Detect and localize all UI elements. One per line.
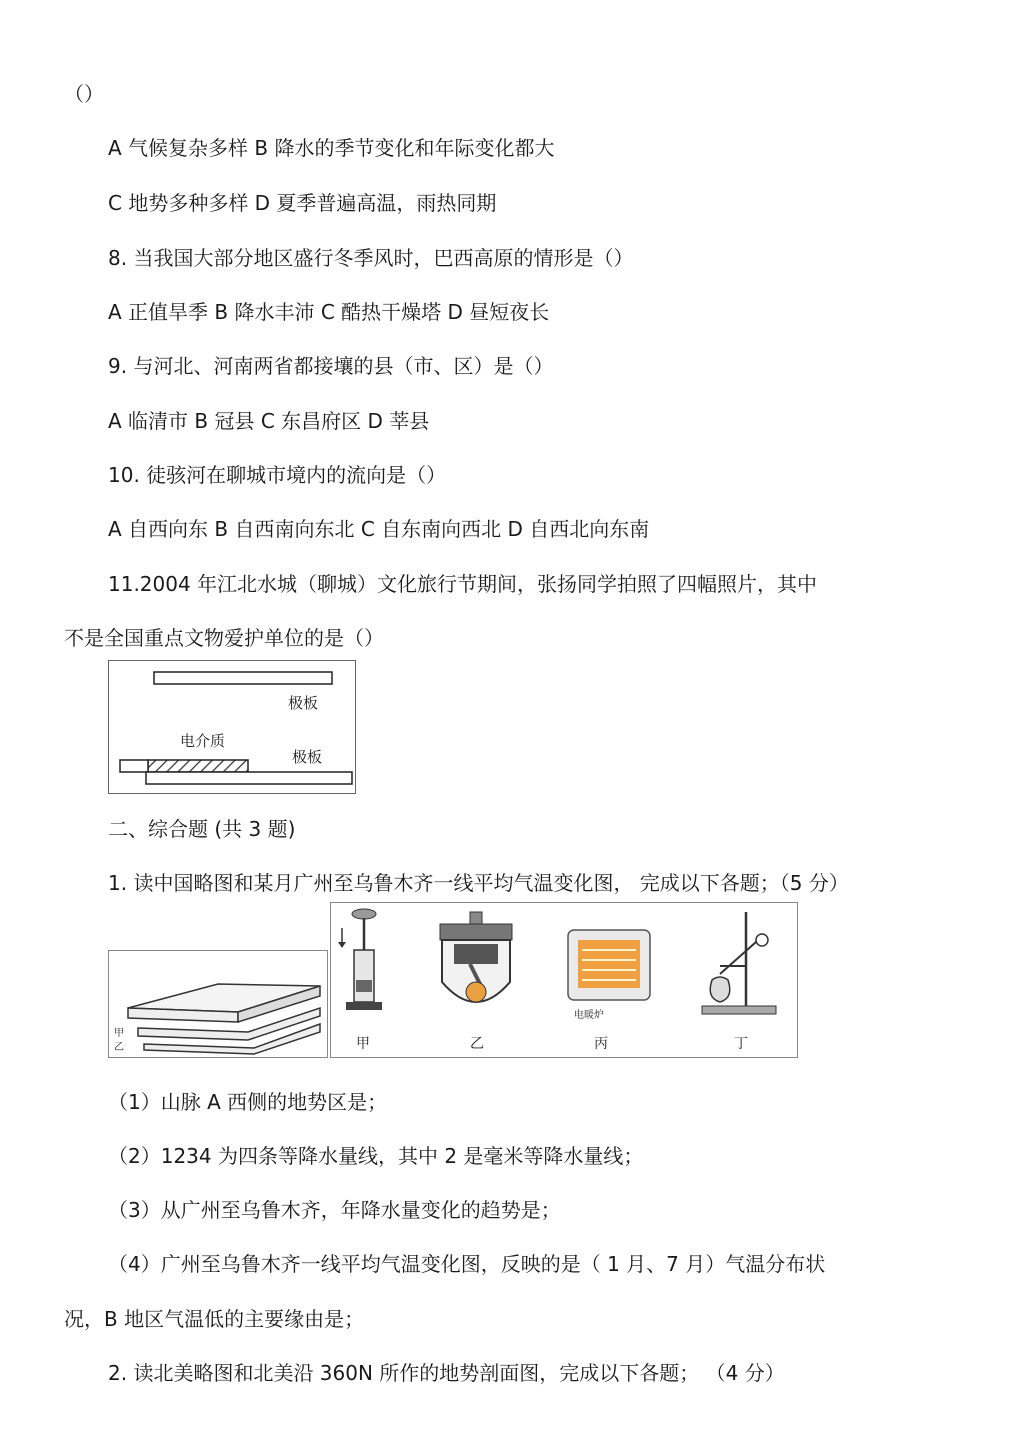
q10-stem: 10. 徒骇河在聊城市境内的流向是（） bbox=[108, 463, 447, 487]
bottom-plate-right bbox=[146, 772, 352, 784]
q11-stem-line2: 不是全国重点文物爱护单位的是（） bbox=[64, 626, 384, 650]
heater-apparatus bbox=[568, 930, 650, 1000]
bottom-plate-left bbox=[120, 760, 148, 772]
top-plate-label: 极板 bbox=[288, 694, 319, 712]
jia-label: 甲 bbox=[114, 1028, 124, 1039]
q7-options-ab: A 气候复杂多样 B 降水的季节变化和年际变化都大 bbox=[108, 136, 555, 160]
comp-q1-part4-line1: （4）广州至乌鲁木齐一线平均气温变化图，反映的是（ 1 月、7 月）气温分布状 bbox=[108, 1252, 826, 1276]
q9-options: A 临清市 B 冠县 C 东昌府区 D 莘县 bbox=[108, 409, 430, 433]
q10-options: A 自西向东 B 自西南向东北 C 自东南向西北 D 自西北向东南 bbox=[108, 517, 650, 541]
q8-options: A 正值旱季 B 降水丰沛 C 酷热干燥塔 D 昼短夜长 bbox=[108, 300, 550, 324]
comp-q1-part3: （3）从广州至乌鲁木齐，年降水量变化的趋势是； bbox=[108, 1198, 561, 1222]
q8-stem: 8. 当我国大部分地区盛行冬季风时，巴西高原的情形是（） bbox=[108, 246, 634, 270]
q9-stem: 9. 与河北、河南两省都接壤的县（市、区）是（） bbox=[108, 354, 554, 378]
bottom-plate-label: 极板 bbox=[292, 748, 323, 766]
answer-bracket: （） bbox=[64, 82, 104, 106]
apparatus-figure bbox=[330, 902, 798, 1058]
bing-caption: 丙 bbox=[594, 1036, 608, 1052]
comp-q2-stem: 2. 读北美略图和北美沿 360N 所作的地势剖面图，完成以下各题； （4 分） bbox=[108, 1361, 785, 1385]
comp-q1-part1: （1）山脉 A 西侧的地势区是； bbox=[108, 1090, 388, 1114]
comp-q1-part4-line2: 况，B 地区气温低的主要缘由是； bbox=[64, 1307, 365, 1331]
yi-label: 乙 bbox=[114, 1042, 124, 1053]
ding-caption: 丁 bbox=[734, 1036, 748, 1052]
capacitor-figure bbox=[108, 660, 356, 794]
comp-q1-stem: 1. 读中国略图和某月广州至乌鲁木齐一线平均气温变化图， 完成以下各题；（5 分） bbox=[108, 871, 849, 895]
yi-caption: 乙 bbox=[470, 1036, 484, 1052]
dielectric-label: 电介质 bbox=[180, 732, 226, 750]
comp-q1-part2: （2）1234 为四条等降水量线，其中 2 是毫米等降水量线； bbox=[108, 1144, 644, 1168]
heater-caption: 电暖炉 bbox=[574, 1010, 604, 1021]
top-plate bbox=[154, 672, 332, 684]
stacked-plates-figure bbox=[108, 950, 328, 1058]
section-two-title: 二、综合题 (共 3 题) bbox=[108, 817, 296, 841]
engine-apparatus bbox=[440, 912, 512, 1002]
jia-caption: 甲 bbox=[356, 1036, 370, 1052]
q11-stem-line1: 11.2004 年江北水城（聊城）文化旅行节期间，张扬同学拍照了四幅照片，其中 bbox=[108, 572, 818, 596]
dielectric bbox=[148, 760, 248, 772]
q7-options-cd: C 地势多种多样 D 夏季普遍高温，雨热同期 bbox=[108, 191, 497, 215]
